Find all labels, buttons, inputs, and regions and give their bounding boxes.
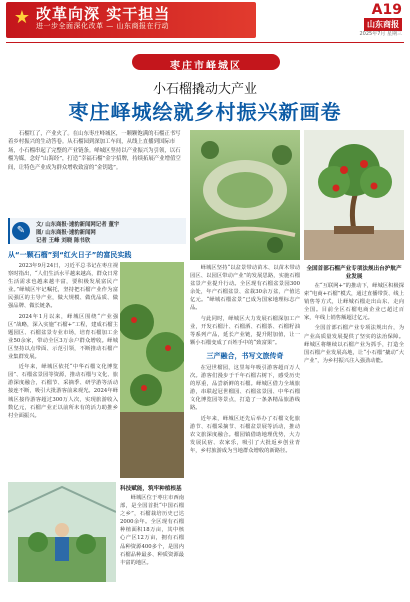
section-2-body — [190, 264, 300, 594]
paragraph: 在“互联网+”的推动下，峄城区积极探索“电商+石榴”模式，通过直播带货、线上销售等方式，让峄城石榴走出山东、走向全国。目前全区石榴电商企业已超过百家，年线上销售额超过亿元。 — [304, 283, 404, 322]
paragraph: 近年来，峄城区还先后举办了石榴文化旅游节、石榴采摘节、石榴盆景展等活动，推动农文旅深度融合。榴园镇借助地理优势，大力发展民宿、农家乐，吸引了大批返乡创业青年，乡村旅游成为当地群众增收的新路径。 — [190, 415, 300, 454]
headline-subtitle: 小石榴撬动大产业 — [152, 82, 257, 97]
paper-name: 山东商报 — [364, 18, 402, 31]
author-line-3: 记者 王峰 刘晓 陈书欣 — [36, 238, 91, 244]
orchard-photo — [120, 262, 184, 478]
date-line: 2025年7月 星期三 — [359, 31, 402, 37]
caption-law: 全国首部石榴产业专项法规出台护航产业发展 — [306, 266, 402, 280]
paragraph: 在冠世榴园，这里每年吸引游客超百万人次。游客们漫步于千年石榴古树下，感受历史的厚重，品尝新鲜的石榴。峄城区借力全域旅游，串联起冠世榴园、石榴盆景园、中华石榴文化博览园等景点，打造了一条条精品旅游线路。 — [190, 364, 300, 412]
caption-tech: 科技赋能，筑牢种植根基 — [120, 486, 182, 492]
column-banner — [132, 54, 280, 70]
section-1-body — [8, 262, 118, 478]
sub-slogan: 进一步全面深化改革 — 山东商报在行动 — [36, 22, 169, 30]
paragraph: 与此同时，峄城区大力发展石榴深加工产业，开发石榴汁、石榴酒、石榴茶、石榴籽油等系列产品，延长产业链，提升附加值，让一颗小石榴变成了百姓手中的“致富果”。 — [190, 315, 300, 346]
tech-greenhouse-photo — [8, 482, 116, 582]
paragraph: 全国首部石榴产业专项法规出台，为产业高质量发展提供了坚实的法治保障。峄城区将继续以石榴产业为抓手，打造全国石榴产业发展高地，让“小石榴”撬动“大产业”，为乡村振兴注入强劲动能。 — [304, 325, 404, 364]
page-number: A19 — [371, 2, 402, 18]
paragraph: 2024年1月以来，峄城区围绕“产业强区”战略，深入实施“石榴+”工程，建成石榴主题园区、石榴盆景专业市场，培育石榴加工企业50余家，带动全区3万余户群众增收。峄城区坚持以点带面、示范引领，不断推动石榴产业集群发展。 — [8, 313, 118, 361]
pomegranate-bonsai-photo — [304, 130, 404, 260]
paragraph: 近年来，峄城区依托“中华石榴文化博览园”、石榴盆景园等资源，推动石榴与文化、旅游深度融合，石榴节、采摘季、研学游等活动接连不断，吸引大批游客前来观光。2024年峄城区接待游客超过300万人次，实现旅游收入数亿元，石榴产业正以前所未有的活力助推乡村全面振兴。 — [8, 364, 118, 419]
paragraph: 2023年9月24日，习近平总书记在枣庄视察时指出，“人们生活水平越来越高，群众日常生活需求也越来越丰富，要积极发展富民产业。”峄城区牢记嘱托，坚持把石榴产业作为富民强区的主导产业，做大规模、做优品质、做强品牌、做长链条。 — [8, 263, 118, 310]
pen-icon: ✎ — [12, 222, 30, 240]
paragraph: 峄城区位于枣庄市西南部，是全国首批“中国石榴之乡”，石榴栽培历史已达2000余年。全区现有石榴种植面积18万亩，其中核心产区12万亩，拥有石榴品种资源400多个，是国内石榴品种最多、种质资源最丰富的地区。 — [120, 495, 184, 566]
header-rule — [6, 42, 404, 43]
section-heading-3: 三产融合，书写文旅传奇 — [206, 351, 284, 360]
slogan: 改革向深 实干担当 — [36, 5, 171, 23]
section-3-body — [304, 282, 404, 594]
paragraph: 峄城区坚持“以盆景带动苗木、以苗木带动园区、以园区带动产业”的发展思路，实施石榴盆景产业提升行动。全区现有石榴盆景园300余处，年产石榴盆景、盆栽30余万盆，产值达亿元。“峄城石榴盆景”已成为国家地理标志产品。 — [190, 265, 300, 312]
author-line-1: 文/ 山东商报·速豹新闻网记者 董宇 — [36, 222, 120, 228]
headline-title: 枣庄峄城绘就乡村振兴新画卷 — [68, 100, 342, 124]
column-label: 枣庄市峄城区 — [170, 61, 242, 72]
lead-paragraph: 石榴红了，产业火了。在山东枣庄峄城区，一颗颗饱满的石榴正书写着乡村振兴的生动答卷。从石榴园到深加工车间，从线上直播到国际市场，小石榴串起了完整的产业链条。峄城区坚持以产业振兴为引领，以石榴为媒，念好“山海经”，打造“幸福石榴”金字招牌，持续拓展产业增值空间，让特色产业成为群众增收致富的“金钥匙”。 — [8, 131, 181, 171]
author-line-2: 图/ 山东商报·速豹新闻网 — [36, 230, 96, 236]
section-heading-1: 从“一颗石榴”到“红火日子”的富民实践 — [8, 251, 132, 259]
section-2-intro — [120, 494, 184, 594]
aerial-park-photo — [190, 130, 300, 260]
star-icon: ★ — [13, 7, 31, 28]
